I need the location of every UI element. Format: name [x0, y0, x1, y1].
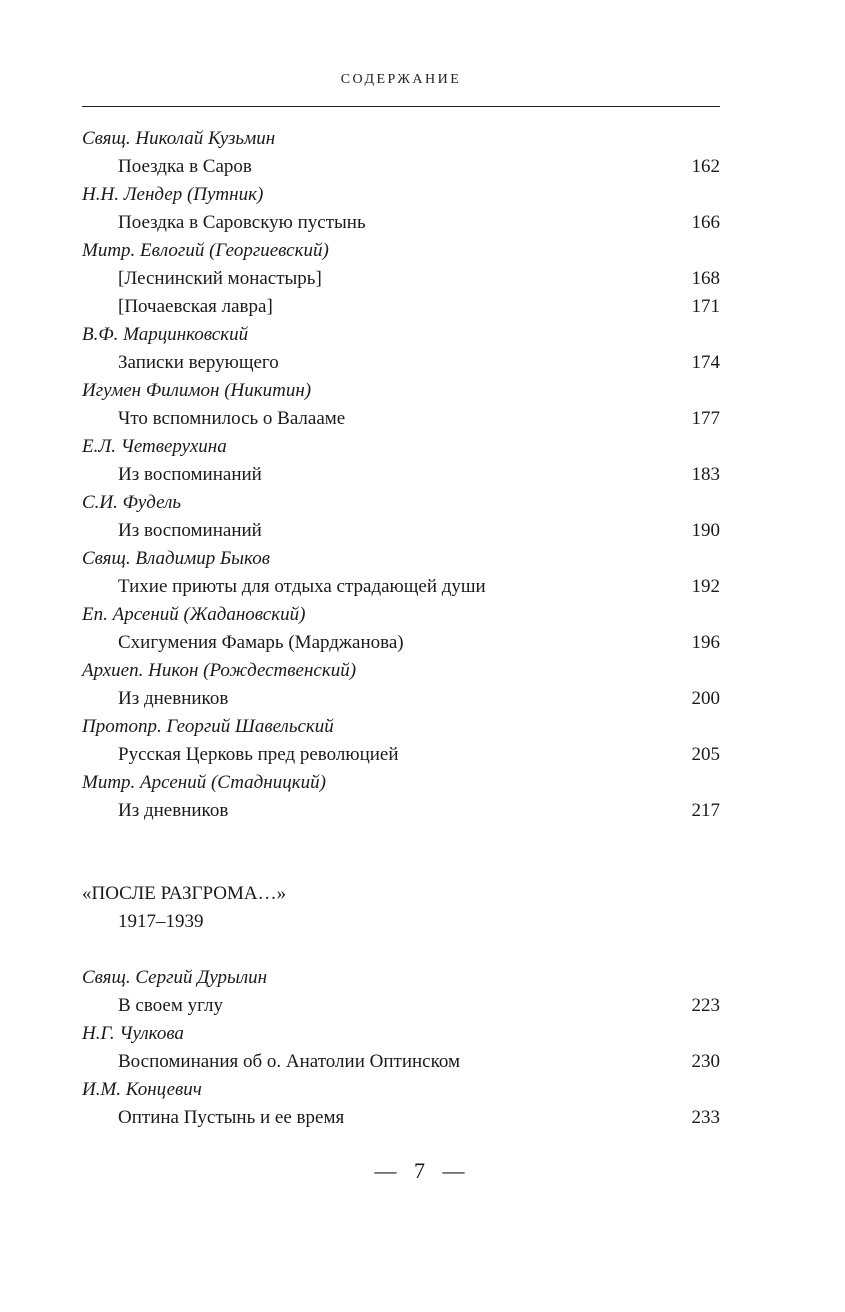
toc-entry-title: Поездка в Саровскую пустынь [118, 212, 366, 233]
running-header: СОДЕРЖАНИЕ [340, 72, 462, 87]
toc-entry-title: Оптина Пустынь и ее время [118, 1107, 345, 1128]
toc-entry-page: 192 [691, 576, 720, 597]
toc-entry-page: 168 [691, 268, 720, 289]
toc-entry [82, 265, 720, 293]
toc-entry-title: Схигумения Фамарь (Марджанова) [118, 632, 404, 653]
toc-entry-title: Из дневников [118, 688, 229, 709]
toc-entry-page: 196 [691, 632, 720, 653]
toc-entry-page: 183 [691, 464, 720, 485]
toc-entry [82, 797, 720, 825]
toc-entry [82, 209, 720, 237]
toc-entry [82, 1048, 720, 1076]
toc-entry [82, 992, 720, 1020]
toc-author: Митр. Евлогий (Георгиевский) [82, 240, 329, 261]
toc-entry [82, 1104, 720, 1132]
toc-entry-title: Воспоминания об о. Анатолии Оптинском [118, 1051, 461, 1072]
section-years: 1917–1939 [118, 911, 204, 932]
toc-entry-title: Тихие приюты для отдыха страдающей души [118, 576, 486, 597]
toc-entry-page: 217 [691, 800, 720, 821]
toc-entry [82, 685, 720, 713]
toc-entry-page: 230 [691, 1051, 720, 1072]
toc-author: Свящ. Владимир Быков [82, 548, 270, 569]
toc-author: Е.Л. Четверухина [82, 436, 227, 457]
page-number: — 7 — [374, 1158, 471, 1183]
toc-author: Митр. Арсений (Стадницкий) [82, 772, 326, 793]
toc-author: Н.Н. Лендер (Путник) [82, 184, 264, 205]
toc-author: Еп. Арсений (Жадановский) [82, 604, 306, 625]
toc-entry [82, 153, 720, 181]
toc-entry [82, 741, 720, 769]
toc-entry-title: Поездка в Саров [118, 156, 252, 177]
section-title: «ПОСЛЕ РАЗГРОМА…» [82, 883, 287, 904]
toc-entry-title: Из дневников [118, 800, 229, 821]
toc-entry-page: 200 [691, 688, 720, 709]
header-rule [82, 106, 720, 107]
toc-entry-title: [Почаевская лавра] [118, 296, 273, 317]
toc-author: Игумен Филимон (Никитин) [82, 380, 312, 401]
toc-author: Свящ. Николай Кузьмин [82, 128, 276, 149]
toc-entry-page: 171 [691, 296, 720, 317]
toc-author: И.М. Концевич [82, 1079, 202, 1100]
toc-author: Н.Г. Чулкова [82, 1023, 184, 1044]
toc-entry-page: 205 [691, 744, 720, 765]
toc-entry-page: 162 [691, 156, 720, 177]
toc-author: Протопр. Георгий Шавельский [82, 716, 334, 737]
toc-entry-page: 223 [691, 995, 720, 1016]
toc-entry-title: Из воспоминаний [118, 464, 262, 485]
toc-entry-title: Русская Церковь пред революцией [118, 744, 399, 765]
toc-entry-title: Из воспоминаний [118, 520, 262, 541]
toc-entry [82, 405, 720, 433]
toc-entry-page: 233 [691, 1107, 720, 1128]
toc-entry [82, 349, 720, 377]
toc-author: В.Ф. Марцинковский [82, 324, 249, 345]
toc-entry-title: [Леснинский монастырь] [118, 268, 322, 289]
toc-entry-title: В своем углу [118, 995, 223, 1016]
toc-entry-page: 166 [691, 212, 720, 233]
toc-entry [82, 517, 720, 545]
toc-author: Свящ. Сергий Дурылин [82, 967, 268, 988]
toc-entry [82, 293, 720, 321]
toc-entry [82, 461, 720, 489]
toc-entry-title: Что вспомнилось о Валааме [118, 408, 346, 429]
toc-entry [82, 573, 720, 601]
toc-entry [82, 629, 720, 657]
toc-entry-page: 177 [691, 408, 720, 429]
toc-author: Архиеп. Никон (Рождественский) [82, 660, 357, 681]
toc-entry-title: Записки верующего [118, 352, 279, 373]
toc-entry-page: 174 [691, 352, 720, 373]
toc-author: С.И. Фудель [82, 492, 182, 513]
toc-entry-page: 190 [691, 520, 720, 541]
